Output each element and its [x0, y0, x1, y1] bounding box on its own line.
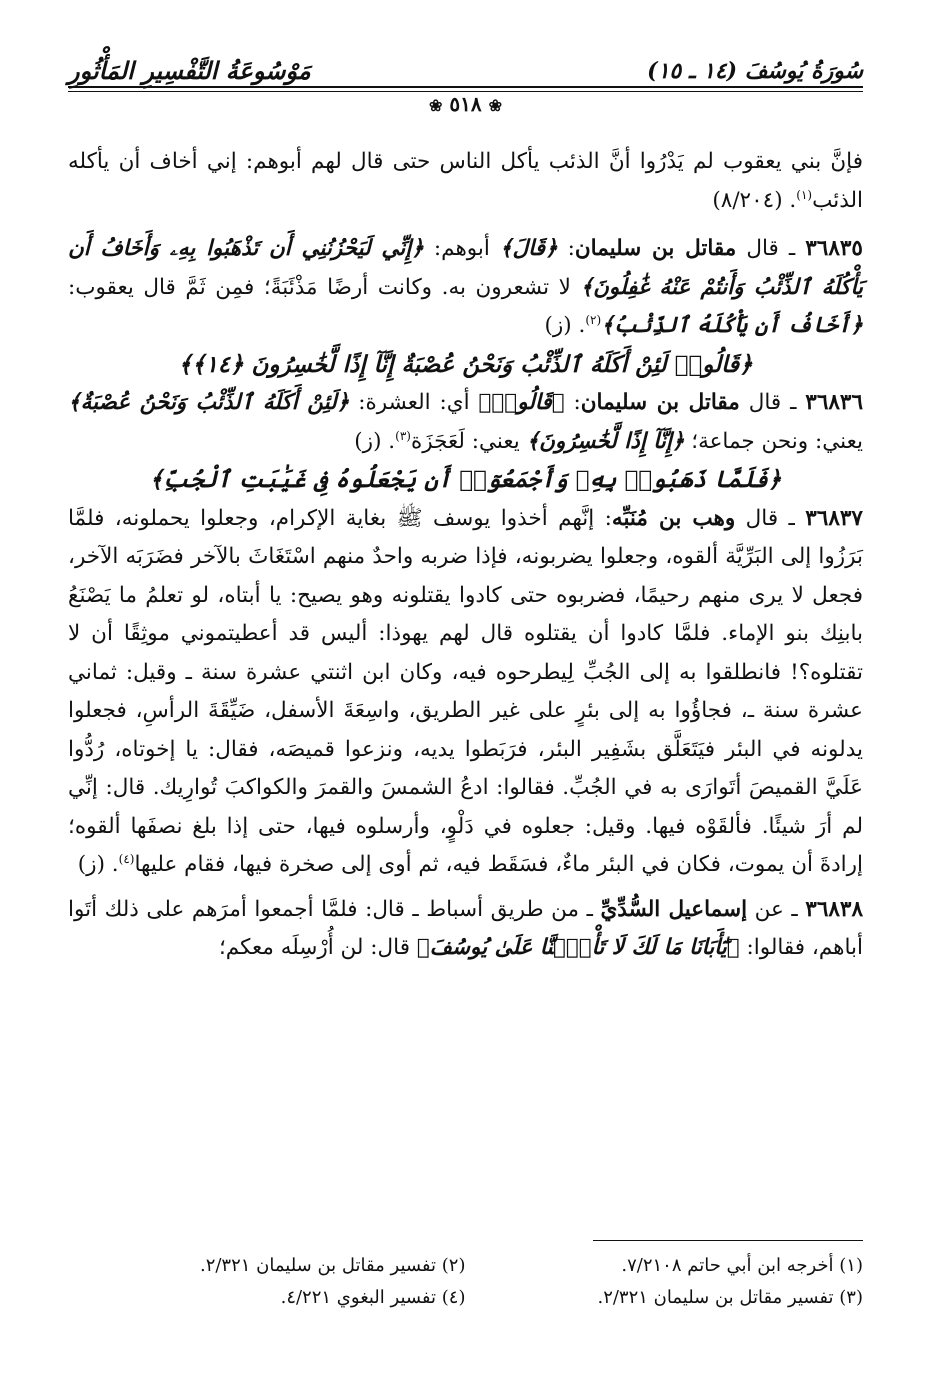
athar-number: ٣٦٨٣٥	[805, 236, 863, 261]
quran-quote: ﴿قَالُوا۟﴾	[478, 390, 565, 415]
athar-number: ٣٦٨٣٧	[805, 505, 863, 531]
narrator-name: إسماعيل السُّدِّيِّ	[600, 896, 748, 922]
page-body	[68, 143, 863, 968]
verse-heading-15: ﴿فَلَمَّا ذَهَبُوا۟ بِهِۦ وَأَجْمَعُوٓا۟ أَن يَجْعَلُوهُ فِى غَيَٰبَتِ ٱلْجُبِّ﴾	[149, 466, 782, 493]
quran-quote: ﴿لَئِنْ أَكَلَهُ ٱلذِّئْبُ وَنَحْنُ عُصْبَةٌ﴾	[68, 390, 350, 415]
footnote-ref: (٤)	[118, 851, 135, 866]
ornament-icon: ❀	[488, 96, 502, 115]
footnote-ref: (٣)	[395, 428, 411, 443]
header-rule	[68, 86, 863, 88]
footnote-separator	[593, 1240, 863, 1241]
quran-quote: ﴿قَالَ﴾	[499, 236, 558, 261]
athar-number: ٣٦٨٣٦	[805, 390, 864, 415]
quran-quote: ﴿أَخَافُ أَن يَأْكُلَهُ ٱلذِّئْبُ﴾	[601, 313, 863, 338]
athar-36835: ٣٦٨٣٥ ـ قال مقاتل بن سليمان: ﴿قَالَ﴾ أبوهم: ﴿إِنِّي لَيَحْزُنُنِي أَن تَذْهَبُوا بِهِۦ وَأَخَافُ أَن يَأْكُلَهُ ٱلذِّئْبُ وَأَنتُمْ عَنْهُ غَٰفِلُونَ﴾ لا تشعرون به. وكانت أرضًا مَذْئَبَةً؛ فمِن ثَمَّ قال يعقوب: ﴿أَخَافُ أَن يَأْكُلَهُ ٱلذِّئْبُ﴾$^{(٢)}$. (ز)	[68, 236, 863, 338]
footnote-1: (١) أخرجه ابن أبي حاتم ٧/٢١٠٨.	[621, 1255, 863, 1276]
running-header	[68, 48, 863, 116]
page-number	[418, 92, 513, 116]
footnote-3: (٣) تفسير مقاتل بن سليمان ٢/٣٢١.	[597, 1287, 863, 1308]
ornament-icon: ❀	[429, 96, 443, 115]
book-title: مَوْسُوعَةُ التَّفْسِيرِ المَأْثُورِ	[68, 56, 311, 85]
footnote-ref: (٢)	[585, 312, 602, 327]
footnote-4: (٤) تفسير البغوي ٤/٢٢١.	[280, 1287, 466, 1308]
athar-36838: ٣٦٨٣٨ ـ عن إسماعيل السُّدِّيِّ ـ من طريق أسباط ـ قال: فلمَّا أجمعوا أمرَهم على ذلك أتَوا أباهم، فقالوا: ﴿يَٰٓأَبَانَا مَا لَكَ لَا تَأْمَ۫نَّا عَلَىٰ يُوسُفَ﴾ قال: لن أُرْسِلَه معكم؛	[68, 896, 864, 960]
page-number-value: ٥١٨	[449, 92, 482, 116]
footnote-ref: (١)	[796, 187, 813, 202]
verse-heading-14: ﴿قَالُوا۟ لَئِنْ أَكَلَهُ ٱلذِّئْبُ وَنَحْنُ عُصْبَةٌ إِنَّآ إِذًا لَّخَٰسِرُونَ ﴿١٤﴾﴾	[178, 350, 753, 378]
quran-quote: ﴿إِنِّي لَيَحْزُنُنِي أَن تَذْهَبُوا بِهِۦ وَأَخَافُ أَن يَأْكُلَهُ ٱلذِّئْبُ وَأَنتُمْ عَنْهُ غَٰفِلُونَ﴾	[68, 236, 863, 300]
narrator-name: مقاتل بن سليمان	[574, 236, 737, 261]
athar-36836: ٣٦٨٣٦ ـ قال مقاتل بن سليمان: ﴿قَالُوا۟﴾ أي: العشرة: ﴿لَئِنْ أَكَلَهُ ٱلذِّئْبُ وَنَحْنُ عُصْبَةٌ﴾ يعني: ونحن جماعة؛ ﴿إِنَّآ إِذًا لَّخَٰسِرُونَ﴾ يعني: لَعَجَزَة$^{(٣)}$. (ز)	[68, 390, 864, 454]
narrator-name: وهب بن مُنَبِّه	[611, 505, 736, 531]
surah-title: سُورَةُ يُوسُفَ (١٤ ـ ١٥)	[647, 58, 863, 84]
athar-36837: ٣٦٨٣٧ ـ قال وهب بن مُنَبِّه: إنَّهم أخذوا يوسف ﷺ بغاية الإكرام، وجعلوا يحملونه، فلمَّا بَرَزُوا إلى البَرِّيَّة ألقوه، وجعلوا يضربونه، فإذا ضربه واحدٌ منهم اسْتَغَاثَ بالآخر فضَرَبَه الآخر، فجعل لا يرى منهم رحيمًا، فضربوه حتى كادوا يقتلونه وهو يصيح: يا أبتاه، لو تعلمُ ما يَصْنَعُ بابنِك بنو الإماء. فلمَّا كادوا أن يقتلوه قال لهم يهوذا: أليس قد أعطيتموني موثِقًا أن لا تقتلوه؟! فانطلقوا به إلى الجُبِّ لِيطرحوه فيه، وكان ابن اثنتي عشرة سنة ـ وقيل: ثماني عشرة سنة ـ، فجاؤُوا به إلى بئرٍ على غير الطريق، واسِعَةَ الأسفل، ضَيِّقَةَ الرأسِ، فجعلوا يدلونه في البئر فيَتَعَلَّق بشَفِير البئر، فرَبَطوا يديه، ونزعوا قميصَه، فقال: يا إخوتاه، رُدُّوا عَلَيَّ القميصَ أتَوارَى به في الجُبِّ. فقالوا: ادعُ الشمسَ والقمرَ والكواكبَ تُوارِيك. قال: إنِّي لم أرَ شيئًا. فألقَوْه فيها. وقيل: جعلوه في دَلْوٍ، وأرسلوه فيها، حتى إذا بلغ نصفَها ألقوه؛ إرادةَ أن يموت، فكان في البئر ماءٌ، فسَقَط فيه، ثم أوى إلى صخرة فيها، فقام عليها$^{(٤)}$. (ز)	[68, 505, 863, 877]
footnote-2: (٢) تفسير مقاتل بن سليمان ٢/٣٢١.	[199, 1255, 466, 1276]
book-page	[68, 48, 863, 1338]
quran-quote: ﴿إِنَّآ إِذًا لَّخَٰسِرُونَ﴾	[526, 428, 685, 454]
narrator-name: مقاتل بن سليمان	[580, 390, 740, 415]
athar-number: ٣٦٨٣٨	[805, 896, 864, 922]
paragraph-continuation: فإنَّ بني يعقوب لم يَدْرُوا أنَّ الذئب يأكل الناس حتى قال لهم أبوهم: إني أخاف أن يأكله الذئب$^{(١)}$. (٨/٢٠٤)	[68, 149, 863, 213]
quran-quote: ﴿يَٰٓأَبَانَا مَا لَكَ لَا تَأْمَ۫نَّا عَلَىٰ يُوسُفَ﴾	[416, 935, 740, 960]
footnotes	[68, 1250, 863, 1314]
